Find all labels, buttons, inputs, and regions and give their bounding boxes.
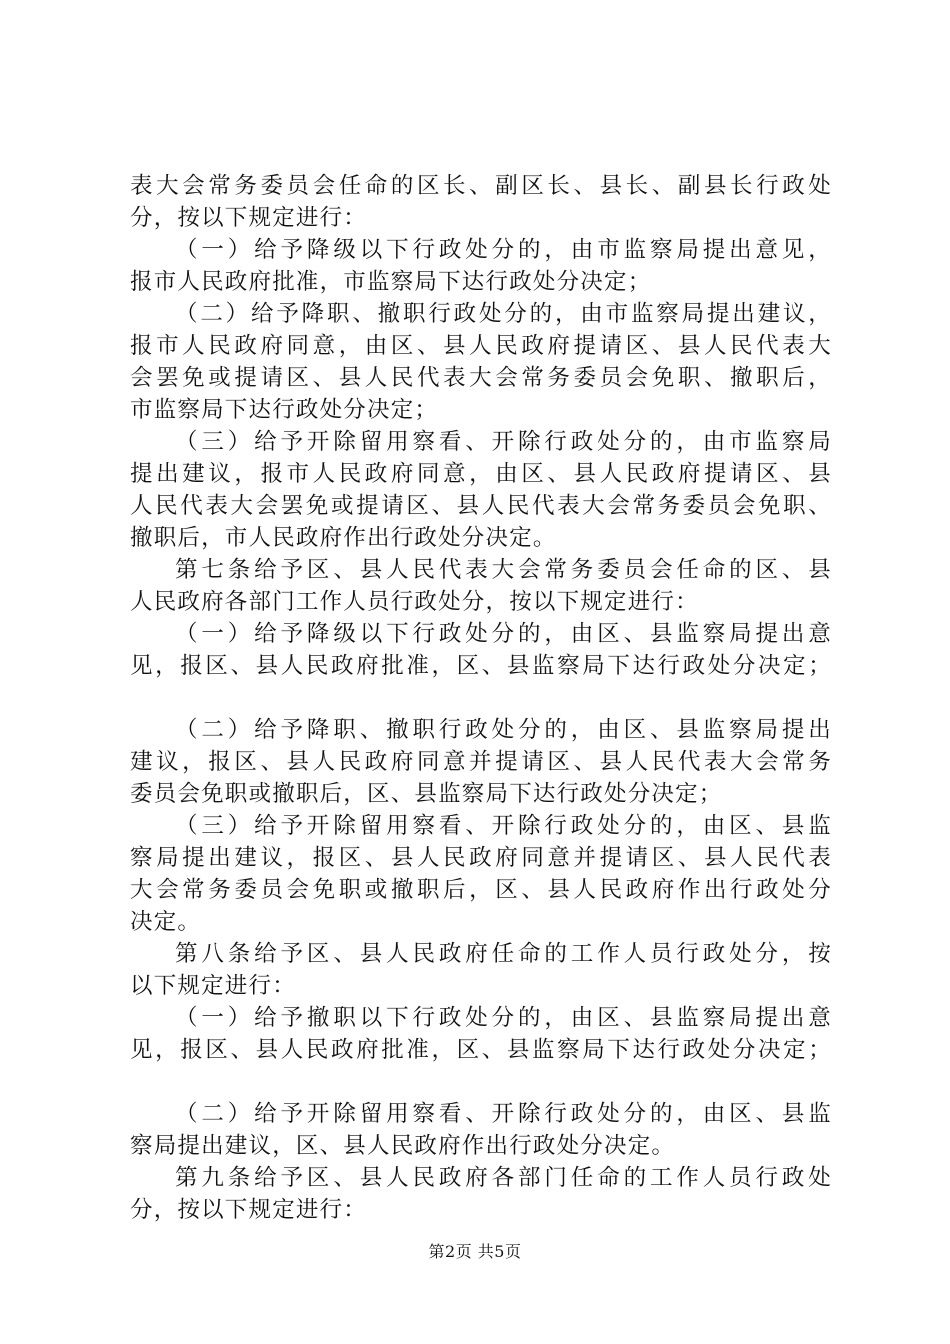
text-line: 市监察局下达行政处分决定； xyxy=(130,397,439,423)
text-line: 决定。 xyxy=(130,909,202,935)
document-body xyxy=(130,170,832,1226)
text-line: 大会常务委员会免职或撤职后，区、县人民政府作出行政处分 xyxy=(130,877,832,903)
text-line: 分，按以下规定进行： xyxy=(130,205,368,231)
text-line: 察局提出建议，区、县人民政府作出行政处分决定。 xyxy=(130,1133,676,1159)
text-line: 会罢免或提请区、县人民代表大会常务委员会免职、撤职后， xyxy=(130,365,832,391)
text-line: 第七条给予区、县人民代表大会常务委员会任命的区、县 xyxy=(175,557,832,583)
text-line: 委员会免职或撤职后，区、县监察局下达行政处分决定； xyxy=(130,781,723,807)
text-line: 人民代表大会罢免或提请区、县人民代表大会常务委员会免职、 xyxy=(130,493,832,519)
paragraph-gap xyxy=(130,1066,832,1098)
text-line: 报市人民政府批准，市监察局下达行政处分决定； xyxy=(130,269,652,295)
text-line: 第九条给予区、县人民政府各部门任命的工作人员行政处 xyxy=(175,1165,832,1191)
text-line: （一）给予降级以下行政处分的，由区、县监察局提出意 xyxy=(175,621,832,647)
text-line: （三）给予开除留用察看、开除行政处分的，由市监察局 xyxy=(175,429,832,455)
text-line: 表大会常务委员会任命的区长、副区长、县长、副县长行政处 xyxy=(130,173,832,199)
text-line: 见，报区、县人民政府批准，区、县监察局下达行政处分决定； xyxy=(130,653,832,679)
paragraph-gap xyxy=(130,682,832,714)
text-line: （一）给予降级以下行政处分的，由市监察局提出意见， xyxy=(175,237,832,263)
text-line: 察局提出建议，报区、县人民政府同意并提请区、县人民代表 xyxy=(130,845,832,871)
text-line: 见，报区、县人民政府批准，区、县监察局下达行政处分决定； xyxy=(130,1037,832,1063)
text-line: 人民政府各部门工作人员行政处分，按以下规定进行： xyxy=(130,589,699,615)
text-line: 以下规定进行： xyxy=(130,973,296,999)
text-line: 报市人民政府同意，由区、县人民政府提请区、县人民代表大 xyxy=(130,333,832,359)
text-line: 撤职后，市人民政府作出行政处分决定。 xyxy=(130,525,557,551)
text-line: （二）给予降职、撤职行政处分的，由市监察局提出建议， xyxy=(175,301,832,327)
text-line: （二）给予降职、撤职行政处分的，由区、县监察局提出 xyxy=(175,717,832,743)
text-line: 提出建议，报市人民政府同意，由区、县人民政府提请区、县 xyxy=(130,461,832,487)
page-number-footer: 第2页 共5页 xyxy=(428,1242,522,1261)
text-line: 分，按以下规定进行： xyxy=(130,1197,368,1223)
text-line: 建议，报区、县人民政府同意并提请区、县人民代表大会常务 xyxy=(130,749,832,775)
text-line: （一）给予撤职以下行政处分的，由区、县监察局提出意 xyxy=(175,1005,832,1031)
text-line: （三）给予开除留用察看、开除行政处分的，由区、县监 xyxy=(175,813,832,839)
text-line: （二）给予开除留用察看、开除行政处分的，由区、县监 xyxy=(175,1101,832,1127)
text-line: 第八条给予区、县人民政府任命的工作人员行政处分，按 xyxy=(175,941,832,967)
